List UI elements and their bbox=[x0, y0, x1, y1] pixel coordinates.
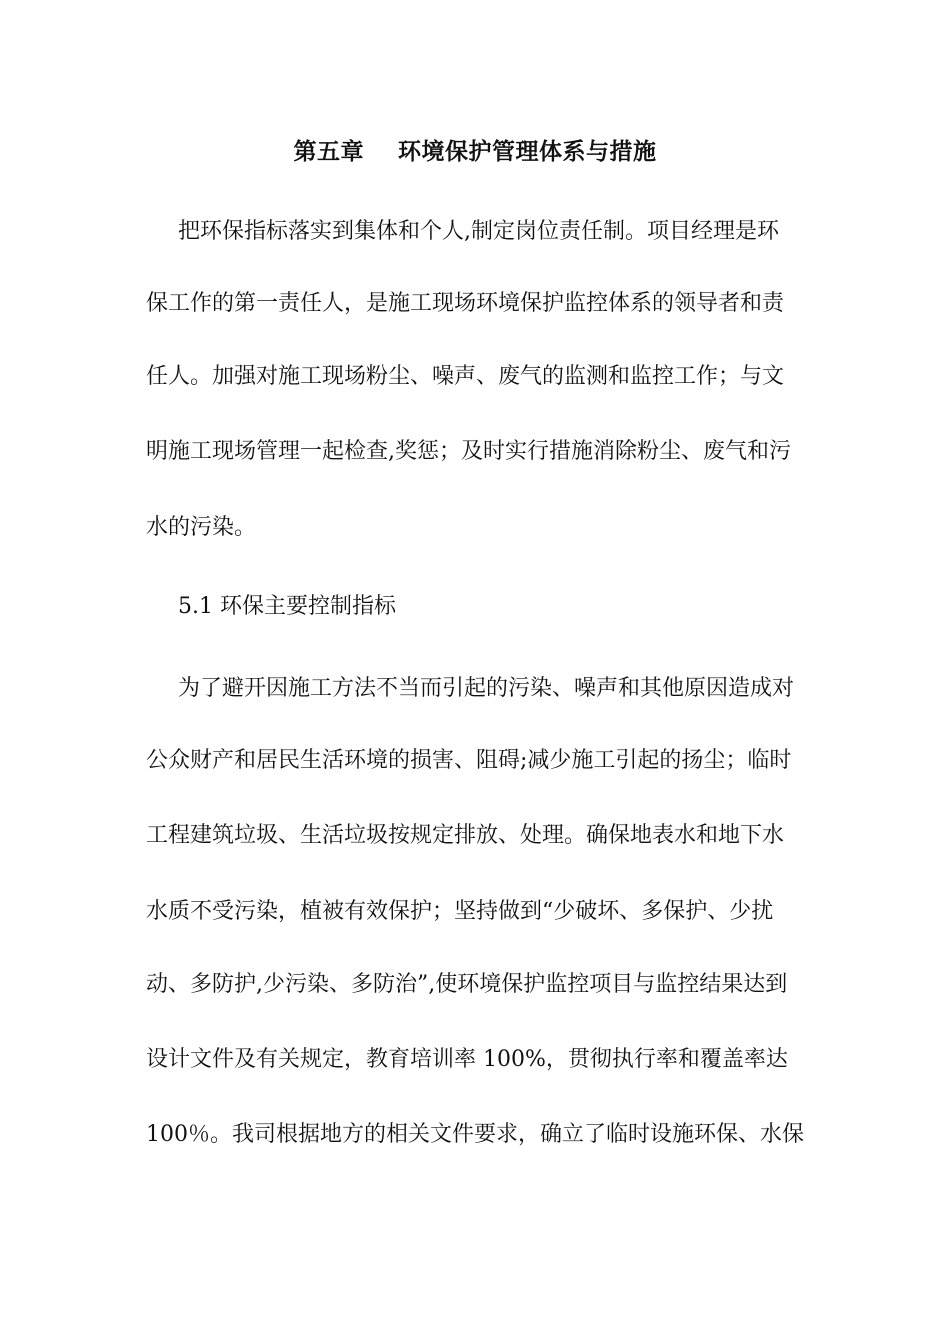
paragraph-2-line-5: 动、多防护,少污染、多防治”,使环境保护监控项目与监控结果达到 bbox=[146, 972, 788, 997]
paragraph-1-line-3: 任人。加强对施工现场粉尘、噪声、废气的监测和监控工作；与文 bbox=[146, 364, 785, 389]
paragraph-1-line-5: 水的污染。 bbox=[146, 515, 257, 540]
paragraph-1-line-1: 把环保指标落实到集体和个人,制定岗位责任制。项目经理是环 bbox=[178, 219, 779, 244]
paragraph-1-line-2: 保工作的第一责任人，是施工现场环境保护监控体系的领导者和责 bbox=[146, 291, 785, 316]
paragraph-2-line-4: 水质不受污染，植被有效保护；坚持做到“少破坏、多保护、少扰 bbox=[146, 899, 774, 924]
paragraph-2-line-6: 设计文件及有关规定，教育培训率 100%，贯彻执行率和覆盖率达 bbox=[146, 1047, 788, 1072]
chapter-title: 第五章 环境保护管理体系与措施 bbox=[293, 138, 657, 165]
paragraph-2-line-1: 为了避开因施工方法不当而引起的污染、噪声和其他原因造成对 bbox=[178, 676, 795, 701]
paragraph-2-line-7: 100％。我司根据地方的相关文件要求，确立了临时设施环保、水保 bbox=[146, 1122, 804, 1147]
paragraph-2-line-3: 工程建筑垃圾、生活垃圾按规定排放、处理。确保地表水和地下水 bbox=[146, 823, 785, 848]
section-heading: 5.1 环保主要控制指标 bbox=[178, 594, 396, 619]
paragraph-1-line-4: 明施工现场管理一起检查,奖惩；及时实行措施消除粉尘、废气和污 bbox=[146, 439, 791, 464]
paragraph-2-line-2: 公众财产和居民生活环境的损害、阻碍;减少施工引起的扬尘；临时 bbox=[146, 748, 792, 773]
